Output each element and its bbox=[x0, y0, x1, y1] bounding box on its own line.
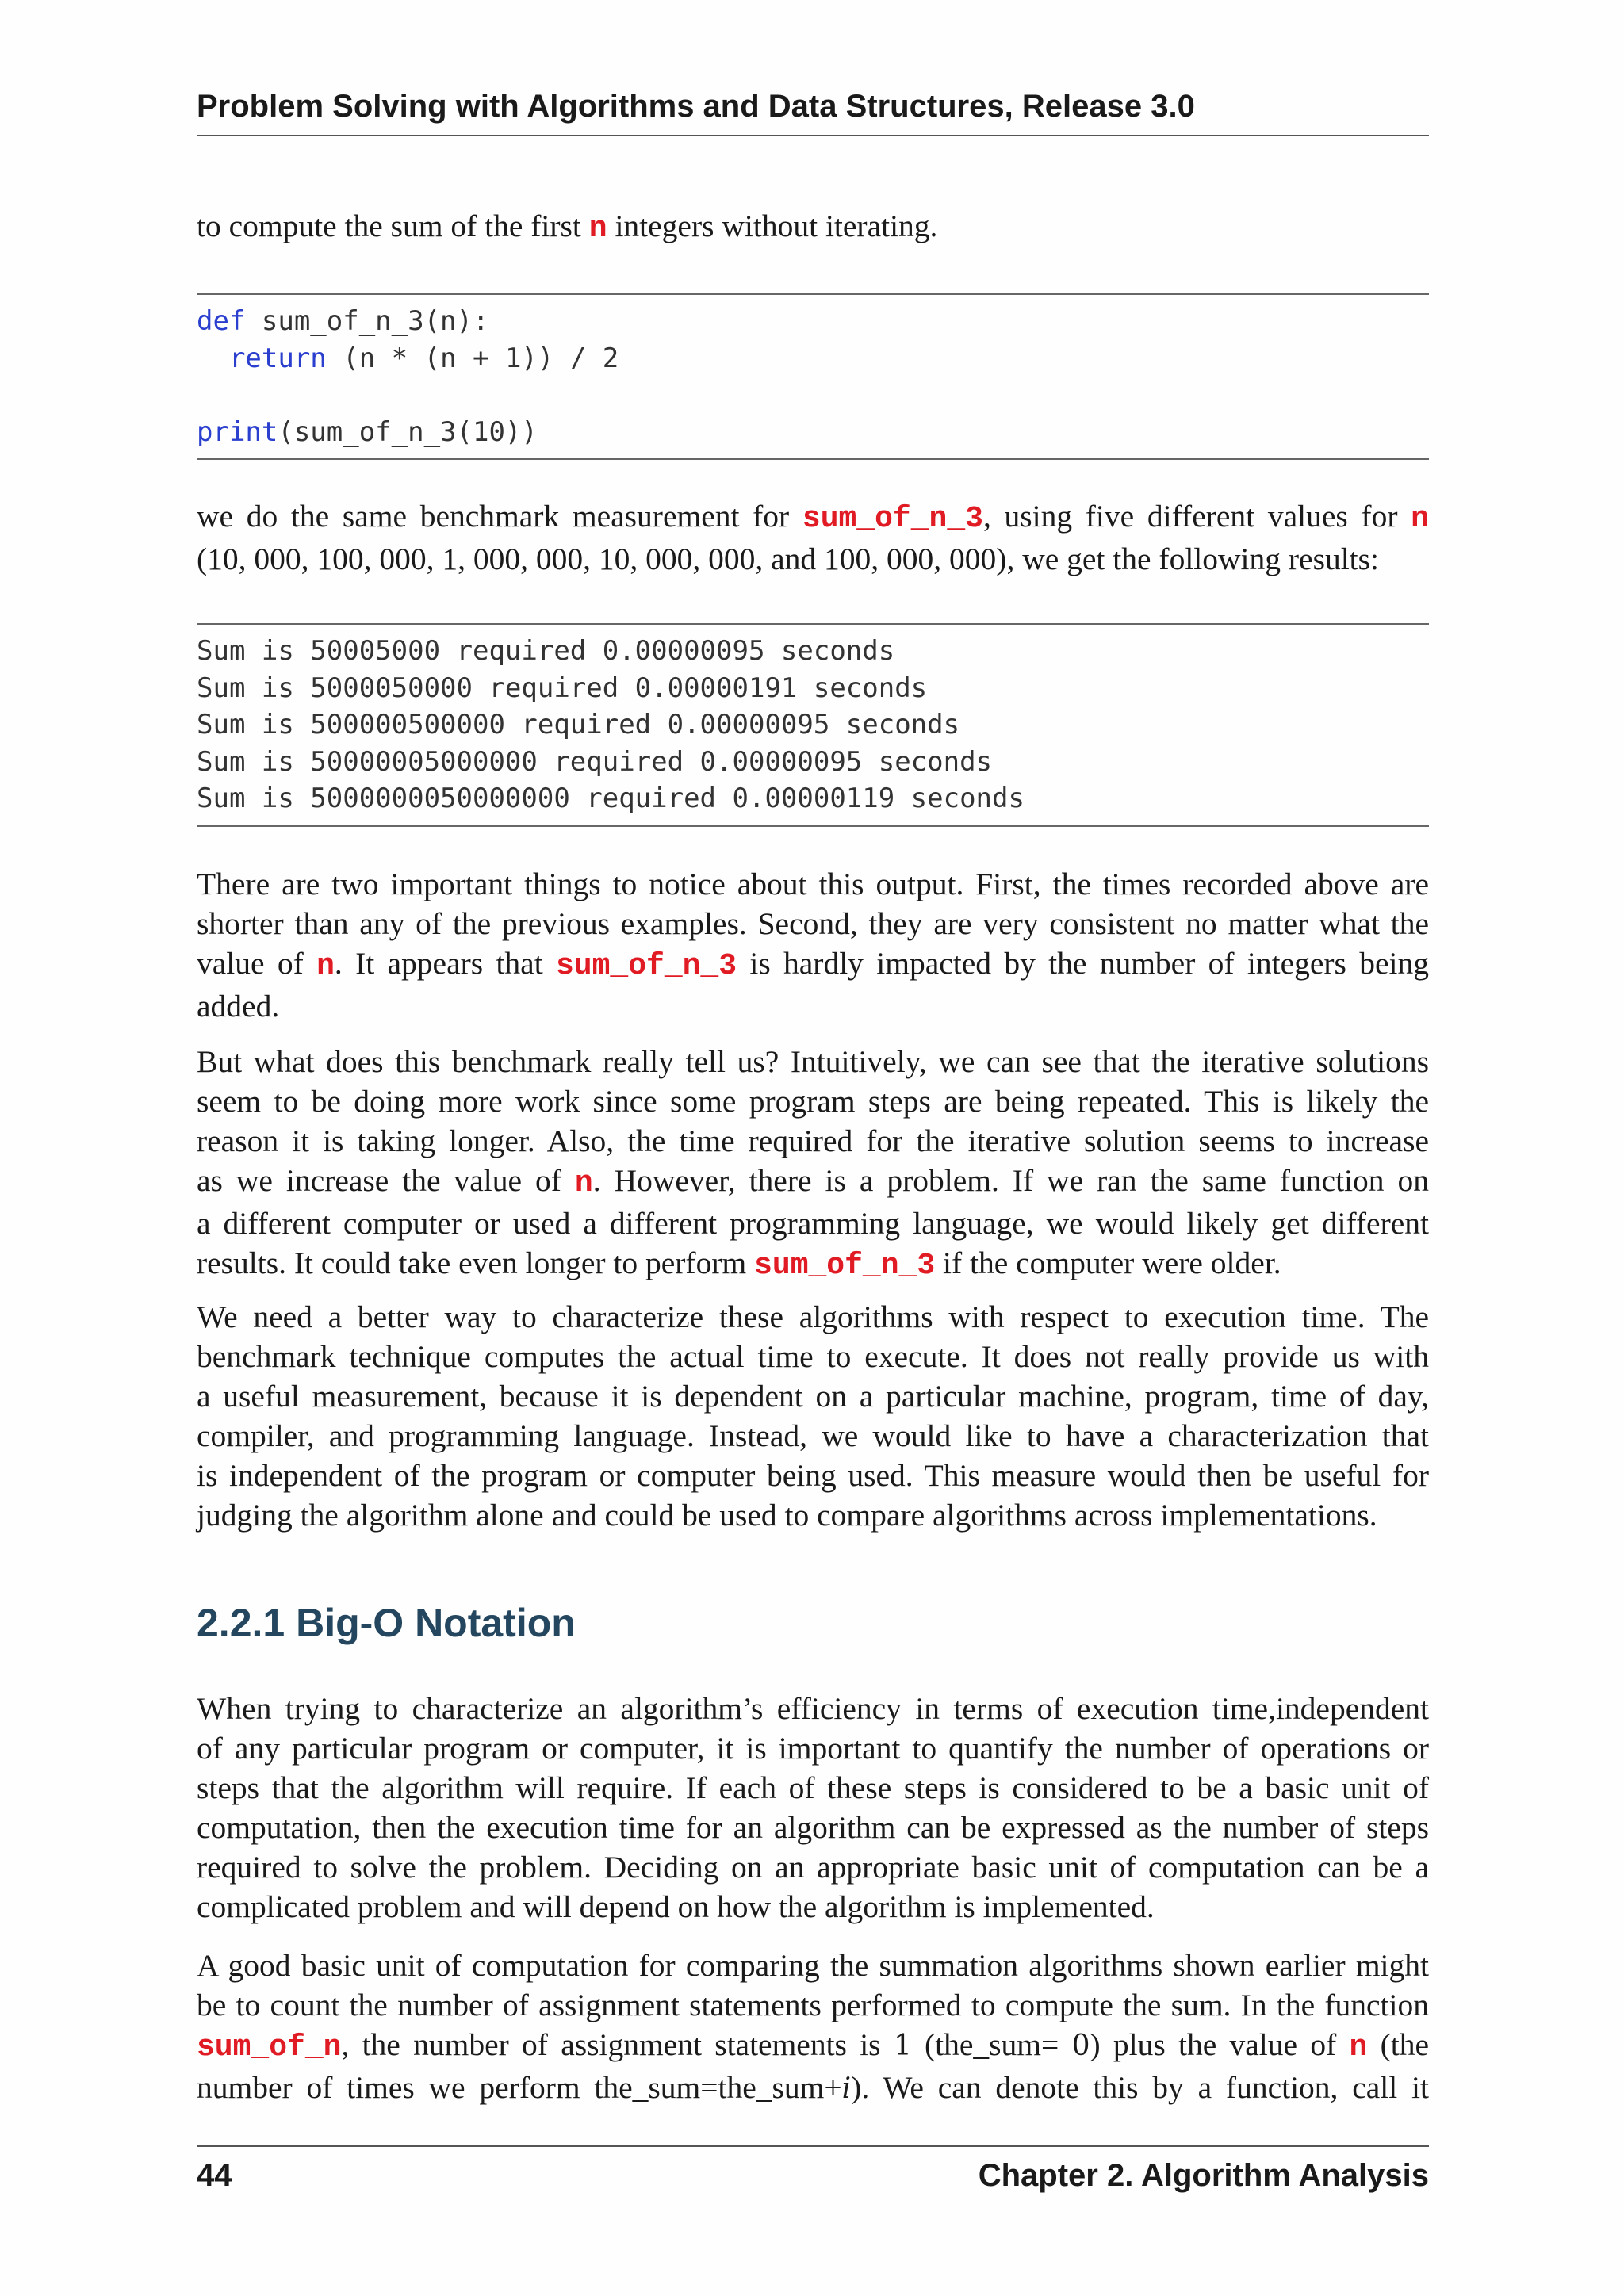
inline-code-n: n bbox=[1411, 502, 1429, 536]
text-line: a different computer or used a different programming language, we would likely get different bbox=[197, 1206, 1429, 1241]
inline-code-n: n bbox=[1349, 2030, 1368, 2064]
text-line: of any particular program or computer, it is important to quantify the number of operations or bbox=[197, 1731, 1429, 1766]
text-line: steps that the algorithm will require. If each of these steps is considered to be a basic unit of bbox=[197, 1770, 1429, 1805]
section-heading: 2.2.1 Big-O Notation bbox=[197, 1601, 576, 1645]
inline-code-n: n bbox=[588, 212, 607, 246]
text-line: There are two important things to notice about this output. First, the times recorded above are bbox=[197, 867, 1429, 901]
text-line: shorter than any of the previous examples. Second, they are very consistent no matter what the bbox=[197, 906, 1429, 941]
page-number: 44 bbox=[197, 2158, 232, 2193]
text-line: results. It could take even longer to perform sum_of_n_3 if the computer were older. bbox=[197, 1246, 1281, 1283]
output-line: Sum is 500000500000 required 0.00000095 seconds bbox=[197, 709, 960, 740]
code-keyword: def bbox=[197, 305, 246, 337]
output-line: Sum is 5000000050000000 required 0.00000119 seconds bbox=[197, 783, 1025, 814]
text-line: we do the same benchmark measurement for sum_of_n_3, using five different values for n bbox=[197, 499, 1429, 536]
inline-code-n: n bbox=[316, 949, 335, 983]
text-line: is independent of the program or computer being used. This measure would then be useful for bbox=[197, 1458, 1429, 1493]
code-keyword: return bbox=[228, 342, 327, 374]
math-zero: 0 bbox=[1071, 2030, 1090, 2062]
output-block-bottom-rule bbox=[197, 825, 1429, 827]
chapter-footer: Chapter 2. Algorithm Analysis bbox=[978, 2158, 1429, 2193]
text-line: benchmark technique computes the actual time to execute. It does not really provide us with bbox=[197, 1339, 1429, 1374]
paragraph-better-way bbox=[197, 1297, 1429, 1535]
text-line: as we increase the value of n. However, there is a problem. If we ran the same function on bbox=[197, 1163, 1429, 1200]
inline-code-sum-of-n-3: sum_of_n_3 bbox=[754, 1249, 936, 1283]
math-i: i bbox=[841, 2072, 852, 2105]
text-line: seem to be doing more work since some program steps are being repeated. This is likely the bbox=[197, 1084, 1429, 1119]
text-line: We need a better way to characterize these algorithms with respect to execution time. The bbox=[197, 1299, 1429, 1334]
paragraph-basic-unit bbox=[197, 1946, 1429, 2109]
text-line: required to solve the problem. Deciding on an appropriate basic unit of computation can be a bbox=[197, 1850, 1429, 1885]
output-line: Sum is 50005000 required 0.00000095 seconds bbox=[197, 635, 895, 667]
text-line: be to count the number of assignment statements performed to compute the sum. In the function bbox=[197, 1988, 1429, 2022]
inline-code-sum-of-n-3: sum_of_n_3 bbox=[802, 502, 983, 536]
text-line: added. bbox=[197, 989, 280, 1024]
intro-paragraph bbox=[197, 206, 1429, 249]
text-line: computation, then the execution time for an algorithm can be expressed as the number of steps bbox=[197, 1810, 1429, 1845]
text-line: (10, 000, 100, 000, 1, 000, 000, 10, 000, 000, and 100, 000, 000), we get the following results: bbox=[197, 541, 1379, 576]
text-line: reason it is taking longer. Also, the time required for the iterative solution seems to increase bbox=[197, 1123, 1429, 1158]
code-keyword: print bbox=[197, 415, 278, 448]
text-line: compiler, and programming language. Instead, we would like to have a characterization that bbox=[197, 1418, 1429, 1453]
text-line: a useful measurement, because it is dependent on a particular machine, program, time of day, bbox=[197, 1379, 1429, 1414]
paragraph-output-notes bbox=[197, 864, 1429, 1026]
text-line: complicated problem and will depend on how the algorithm is implemented. bbox=[197, 1889, 1155, 1924]
text-line: value of n. It appears that sum_of_n_3 is hardly impacted by the number of integers being bbox=[197, 946, 1429, 983]
code-block-sum-of-n-3: def sum_of_n_3(n): return (n * (n + 1)) / 2 print(sum_of_n_3(10)) bbox=[197, 305, 619, 448]
inline-code-sum-of-n: sum_of_n bbox=[197, 2030, 342, 2064]
inline-code-n: n bbox=[574, 1166, 593, 1200]
footer-rule bbox=[197, 2145, 1429, 2147]
code-block-bottom-rule bbox=[197, 458, 1429, 460]
paragraph-benchmark-meaning bbox=[197, 1042, 1429, 1286]
output-line: Sum is 5000050000 required 0.00000191 seconds bbox=[197, 672, 928, 704]
intro-line: to compute the sum of the first n integers without iterating. bbox=[197, 209, 938, 246]
math-one: 1 bbox=[893, 2030, 912, 2062]
code-block-top-rule bbox=[197, 293, 1429, 295]
text-line: But what does this benchmark really tell us? Intuitively, we can see that the iterative solutions bbox=[197, 1044, 1429, 1079]
header-rule bbox=[197, 135, 1429, 136]
benchmark-output-block bbox=[197, 633, 1429, 817]
text-line: A good basic unit of computation for comparing the summation algorithms shown earlier might bbox=[197, 1948, 1429, 1983]
paragraph-characterize bbox=[197, 1689, 1429, 1927]
text-line: judging the algorithm alone and could be used to compare algorithms across implementations. bbox=[197, 1498, 1377, 1533]
text-line: sum_of_n, the number of assignment statements is 1 (the_sum= 0) plus the value of n (the bbox=[197, 2027, 1430, 2064]
running-header: Problem Solving with Algorithms and Data Structures, Release 3.0 bbox=[197, 89, 1195, 124]
benchmark-paragraph bbox=[197, 496, 1429, 579]
inline-code-sum-of-n-3: sum_of_n_3 bbox=[556, 949, 737, 983]
output-line: Sum is 50000005000000 required 0.00000095 seconds bbox=[197, 745, 993, 778]
text-line: number of times we perform the_sum=the_sum+i). We can denote this by a function, call it bbox=[197, 2070, 1429, 2105]
output-block-top-rule bbox=[197, 623, 1429, 625]
text-line: When trying to characterize an algorithm’s efficiency in terms of execution time,independent bbox=[197, 1691, 1429, 1726]
